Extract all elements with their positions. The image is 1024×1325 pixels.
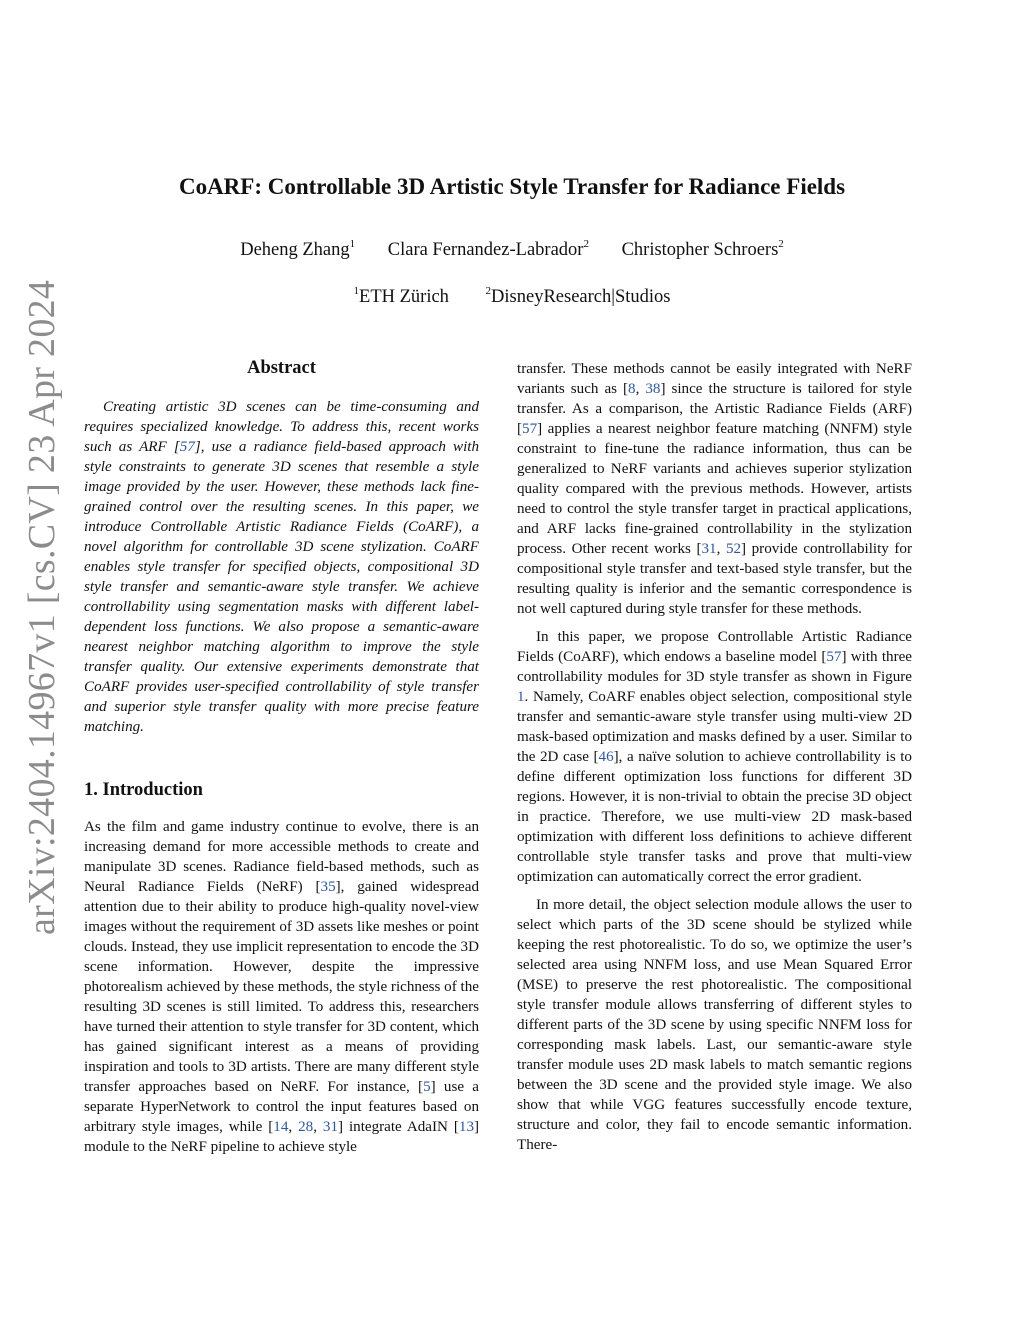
author-list (0, 240, 1024, 261)
figure-reference-link[interactable]: 1 (517, 689, 525, 705)
paragraph-text: ] since the structure is tailored for style transfer. As a comparison, the Artistic Radiance Fields (ARF) [ (517, 381, 913, 437)
author-2 (388, 240, 589, 261)
citation-link[interactable]: 8 (628, 381, 636, 397)
paragraph-text: . Namely, CoARF enables object selection, compositional style transfer and semantic-aware style transfer using multi-view 2D mask-based optimization and masks defined by a user. Similar to the 2D case [ (517, 689, 912, 765)
affiliation-mark: 2 (485, 285, 492, 297)
citation-link[interactable]: 57 (179, 439, 195, 455)
citation-link[interactable]: 52 (725, 541, 742, 557)
citation-link[interactable]: 38 (645, 381, 661, 397)
citation-link[interactable]: 35 (320, 879, 336, 895)
citation-link[interactable]: 13 (458, 1119, 474, 1135)
citation-link[interactable]: 31 (701, 541, 717, 557)
paragraph-text: , (635, 381, 646, 397)
author-affiliation-mark: 1 (349, 238, 356, 250)
paragraph-text: ] use a separate HyperNetwork to control the input features based on arbitrary style images, while [ (84, 1079, 479, 1135)
affiliation-mark: 1 (353, 285, 360, 297)
paragraph-text: ] with three controllability modules for 3D style transfer as shown in Figure (517, 649, 912, 685)
arxiv-identifier-stamp: arXiv:2404.14967v1 [cs.CV] 23 Apr 2024 (21, 279, 63, 935)
author-1 (240, 240, 355, 261)
paragraph-text: In this paper, we propose Controllable Artistic Radiance Fields (CoARF), which endows a baseline model [ (517, 629, 912, 665)
paragraph-text: , (288, 1119, 299, 1135)
author-name: Clara Fernandez-Labrador (387, 240, 584, 260)
paragraph-text: ], a naïve solution to achieve controllability is to define different optimization loss functions for different 3D regions. However, it is non-trivial to obtain the precise 3D object in practice. Therefore, we use multi-view 2D mask-based optimization with different loss definitions to achieve different controllable style transfer tasks and prove that multi-view optimization can automatically correct the error gradient. (517, 749, 912, 885)
citation-link[interactable]: 5 (423, 1079, 431, 1095)
right-paragraph-3: In more detail, the object selection module allows the user to select which parts of the 3D scene should be stylized while keeping the rest photorealistic. To do so, we optimize the user’s selected area using NNFM loss, and use Mean Squared Error (MSE) to preserve the rest photorealistic. The compositional style transfer module allows transferring of different styles to different parts of the 3D scene by using specific NNFM loss for corresponding mask labels. Last, our semantic-aware style transfer module uses 2D mask labels to match semantic regions between the 3D scene and the provided style image. We also show that while VGG features successfully encode texture, structure and color, they fail to encode semantic information. There- (517, 897, 912, 1153)
abstract-heading: Abstract (247, 358, 316, 378)
abstract-text-part: Creating artistic 3D scenes can be time-consuming and requires specialized knowledge. To address this, recent works such as ARF [ (84, 399, 479, 455)
section-heading-introduction: 1. Introduction (84, 780, 203, 800)
citation-link[interactable]: 28 (298, 1119, 314, 1135)
paragraph-text: ], gained widespread attention due to their ability to produce high-quality novel-view images without the requirement of 3D assets like meshes or point clouds. Instead, they use implicit representation to encode the 3D scene information. However, despite the impressive photorealism achieved by these methods, the style richness of the resulting 3D scenes is still limited. To address this, researchers have turned their attention to style transfer for 3D content, which has gained significant interest as a means of providing inspiration and tools to 3D artists. There are many different style transfer approaches based on NeRF. For instance, [ (84, 879, 479, 1095)
citation-link[interactable]: 31 (322, 1119, 338, 1135)
affiliation-list (0, 287, 1024, 308)
citation-link[interactable]: 46 (598, 749, 614, 765)
citation-link[interactable]: 57 (522, 421, 538, 437)
intro-paragraph-1 (84, 817, 479, 1157)
paragraph-text: ] applies a nearest neighbor feature matching (NNFM) style constraint to fine-tune the radiance information, thus can be generalized to NeRF variants and achieves superior stylization quality compared with the previous methods. However, artists need to control the style transfer target in practical applications, and ARF lacks fine-grained controllability in the stylization process. Other recent works [ (517, 421, 912, 557)
abstract-text (84, 397, 479, 737)
author-affiliation-mark: 2 (583, 238, 589, 250)
citation-link[interactable]: 14 (273, 1119, 289, 1135)
paper-title: CoARF: Controllable 3D Artistic Style Transfer for Radiance Fields (178, 174, 846, 199)
paragraph-text: ] provide controllability for compositional style transfer and text-based style transfer, but the resulting quality is inferior and the semantic correspondence is not well captured during style transfer for these methods. (517, 541, 912, 617)
abstract-text-part: ], use a radiance field-based approach with style constraints to generate 3D scenes that resemble a style image provided by the user. However, these methods lack fine-grained control over the resulting scenes. In this paper, we introduce Controllable Artistic Radiance Fields (CoARF), a novel algorithm for controllable 3D scene stylization. CoARF enables style transfer for specified objects, compositional 3D style transfer and semantic-aware style transfer. We achieve controllability using segmentation masks with different label-dependent loss functions. We also propose a semantic-aware nearest neighbor matching algorithm to improve the style transfer quality. Our extensive experiments demonstrate that CoARF provides user-specified controllability of style transfer and superior style transfer quality with more precise feature matching. (84, 439, 479, 735)
right-paragraph-1 (517, 359, 912, 619)
affiliation-name: ETH Zürich (359, 287, 449, 307)
paragraph-text: , (313, 1119, 323, 1135)
right-paragraph-2 (517, 627, 912, 887)
paragraph-text: , (716, 541, 726, 557)
affiliation-1 (354, 287, 449, 308)
author-name: Deheng Zhang (240, 240, 350, 260)
affiliation-name: DisneyResearch|Studios (491, 287, 671, 307)
author-affiliation-mark: 2 (778, 238, 784, 250)
paragraph-text: transfer. These methods cannot be easily integrated with NeRF variants such as [ (517, 361, 912, 397)
author-3 (622, 240, 784, 261)
author-name: Christopher Schroers (621, 240, 779, 260)
paragraph-text: ] module to the NeRF pipeline to achieve style (84, 1119, 480, 1155)
paragraph-text: As the film and game industry continue to evolve, there is an increasing demand for more accessible methods to create and manipulate 3D scenes. Radiance field-based methods, such as Neural Radiance Fields (NeRF) [ (84, 819, 479, 895)
paragraph-text: ] integrate AdaIN [ (338, 1119, 459, 1135)
right-column (517, 359, 912, 1163)
citation-link[interactable]: 57 (826, 649, 842, 665)
left-column (84, 357, 479, 1165)
affiliation-2 (486, 287, 671, 308)
